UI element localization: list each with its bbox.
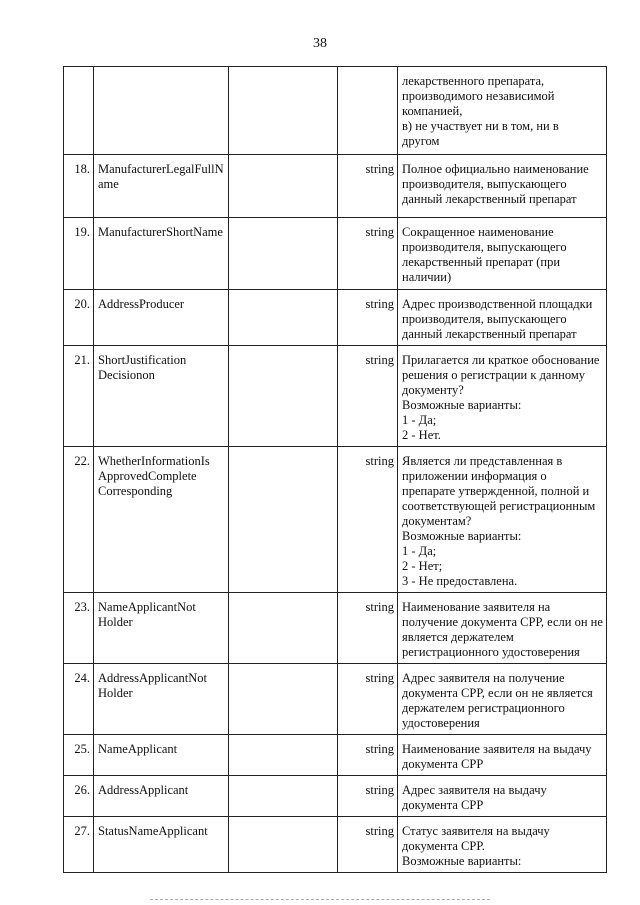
row-number [64, 67, 94, 155]
row-number: 27. [64, 817, 94, 873]
empty-cell [229, 290, 338, 346]
field-name: ShortJustification Decisionon [94, 346, 229, 447]
table-row [64, 155, 607, 218]
field-type: string [338, 447, 398, 593]
field-type: string [338, 776, 398, 817]
empty-cell [229, 67, 338, 155]
empty-cell [229, 155, 338, 218]
table-row [64, 593, 607, 664]
empty-cell [229, 776, 338, 817]
row-number: 21. [64, 346, 94, 447]
field-description: Полное официально наименование производителя, выпускающего данный лекарственный препарат [398, 155, 607, 218]
field-name: WhetherInformationIs ApprovedComplete Corresponding [94, 447, 229, 593]
field-name: AddressApplicantNot Holder [94, 664, 229, 735]
table-row [64, 735, 607, 776]
empty-cell [229, 817, 338, 873]
specification-table [63, 66, 607, 873]
empty-cell [229, 735, 338, 776]
empty-cell [229, 593, 338, 664]
field-type: string [338, 346, 398, 447]
empty-cell [229, 218, 338, 290]
table-row [64, 67, 607, 155]
field-name: ManufacturerShortName [94, 218, 229, 290]
field-type [338, 67, 398, 155]
row-number: 18. [64, 155, 94, 218]
table-row [64, 218, 607, 290]
field-description: Адрес производственной площадки производителя, выпускающего данный лекарственный препарат [398, 290, 607, 346]
empty-cell [229, 346, 338, 447]
field-type: string [338, 155, 398, 218]
empty-cell [229, 664, 338, 735]
table-row [64, 346, 607, 447]
empty-cell [229, 447, 338, 593]
field-description: Прилагается ли краткое обоснование решения о регистрации к данному документу? Возможные варианты: 1 - Да; 2 - Нет. [398, 346, 607, 447]
field-name: AddressApplicant [94, 776, 229, 817]
field-type: string [338, 593, 398, 664]
row-number: 22. [64, 447, 94, 593]
field-type: string [338, 290, 398, 346]
field-type: string [338, 664, 398, 735]
table-row [64, 817, 607, 873]
table-row [64, 664, 607, 735]
field-description: Является ли представленная в приложении информация о препарате утвержденной, полной и соответствующей регистрационным документам? Возможные варианты: 1 - Да; 2 - Нет; 3 - Не предоставлена. [398, 447, 607, 593]
field-name: AddressProducer [94, 290, 229, 346]
field-name: NameApplicant [94, 735, 229, 776]
field-type: string [338, 218, 398, 290]
field-name: ManufacturerLegalFullName [94, 155, 229, 218]
field-description: лекарственного препарата, производимого независимой компанией, в) не участвует ни в том, ни в другом [398, 67, 607, 155]
field-description: Адрес заявителя на получение документа СРР, если он не является держателем регистрационного удостоверения [398, 664, 607, 735]
row-number: 26. [64, 776, 94, 817]
table-row [64, 290, 607, 346]
row-number: 24. [64, 664, 94, 735]
field-type: string [338, 817, 398, 873]
field-name: NameApplicantNot Holder [94, 593, 229, 664]
row-number: 25. [64, 735, 94, 776]
field-description: Наименование заявителя на выдачу документа СРР [398, 735, 607, 776]
field-description: Статус заявителя на выдачу документа СРР. Возможные варианты: [398, 817, 607, 873]
row-number: 19. [64, 218, 94, 290]
scan-edge-line [150, 899, 490, 900]
field-description: Наименование заявителя на получение документа СРР, если он не является держателем регистрационного удостоверения [398, 593, 607, 664]
table-row [64, 447, 607, 593]
row-number: 23. [64, 593, 94, 664]
field-description: Сокращенное наименование производителя, выпускающего лекарственный препарат (при наличии) [398, 218, 607, 290]
page-number: 38 [313, 36, 327, 51]
row-number: 20. [64, 290, 94, 346]
table-row [64, 776, 607, 817]
field-name: StatusNameApplicant [94, 817, 229, 873]
field-type: string [338, 735, 398, 776]
field-description: Адрес заявителя на выдачу документа СРР [398, 776, 607, 817]
field-name [94, 67, 229, 155]
